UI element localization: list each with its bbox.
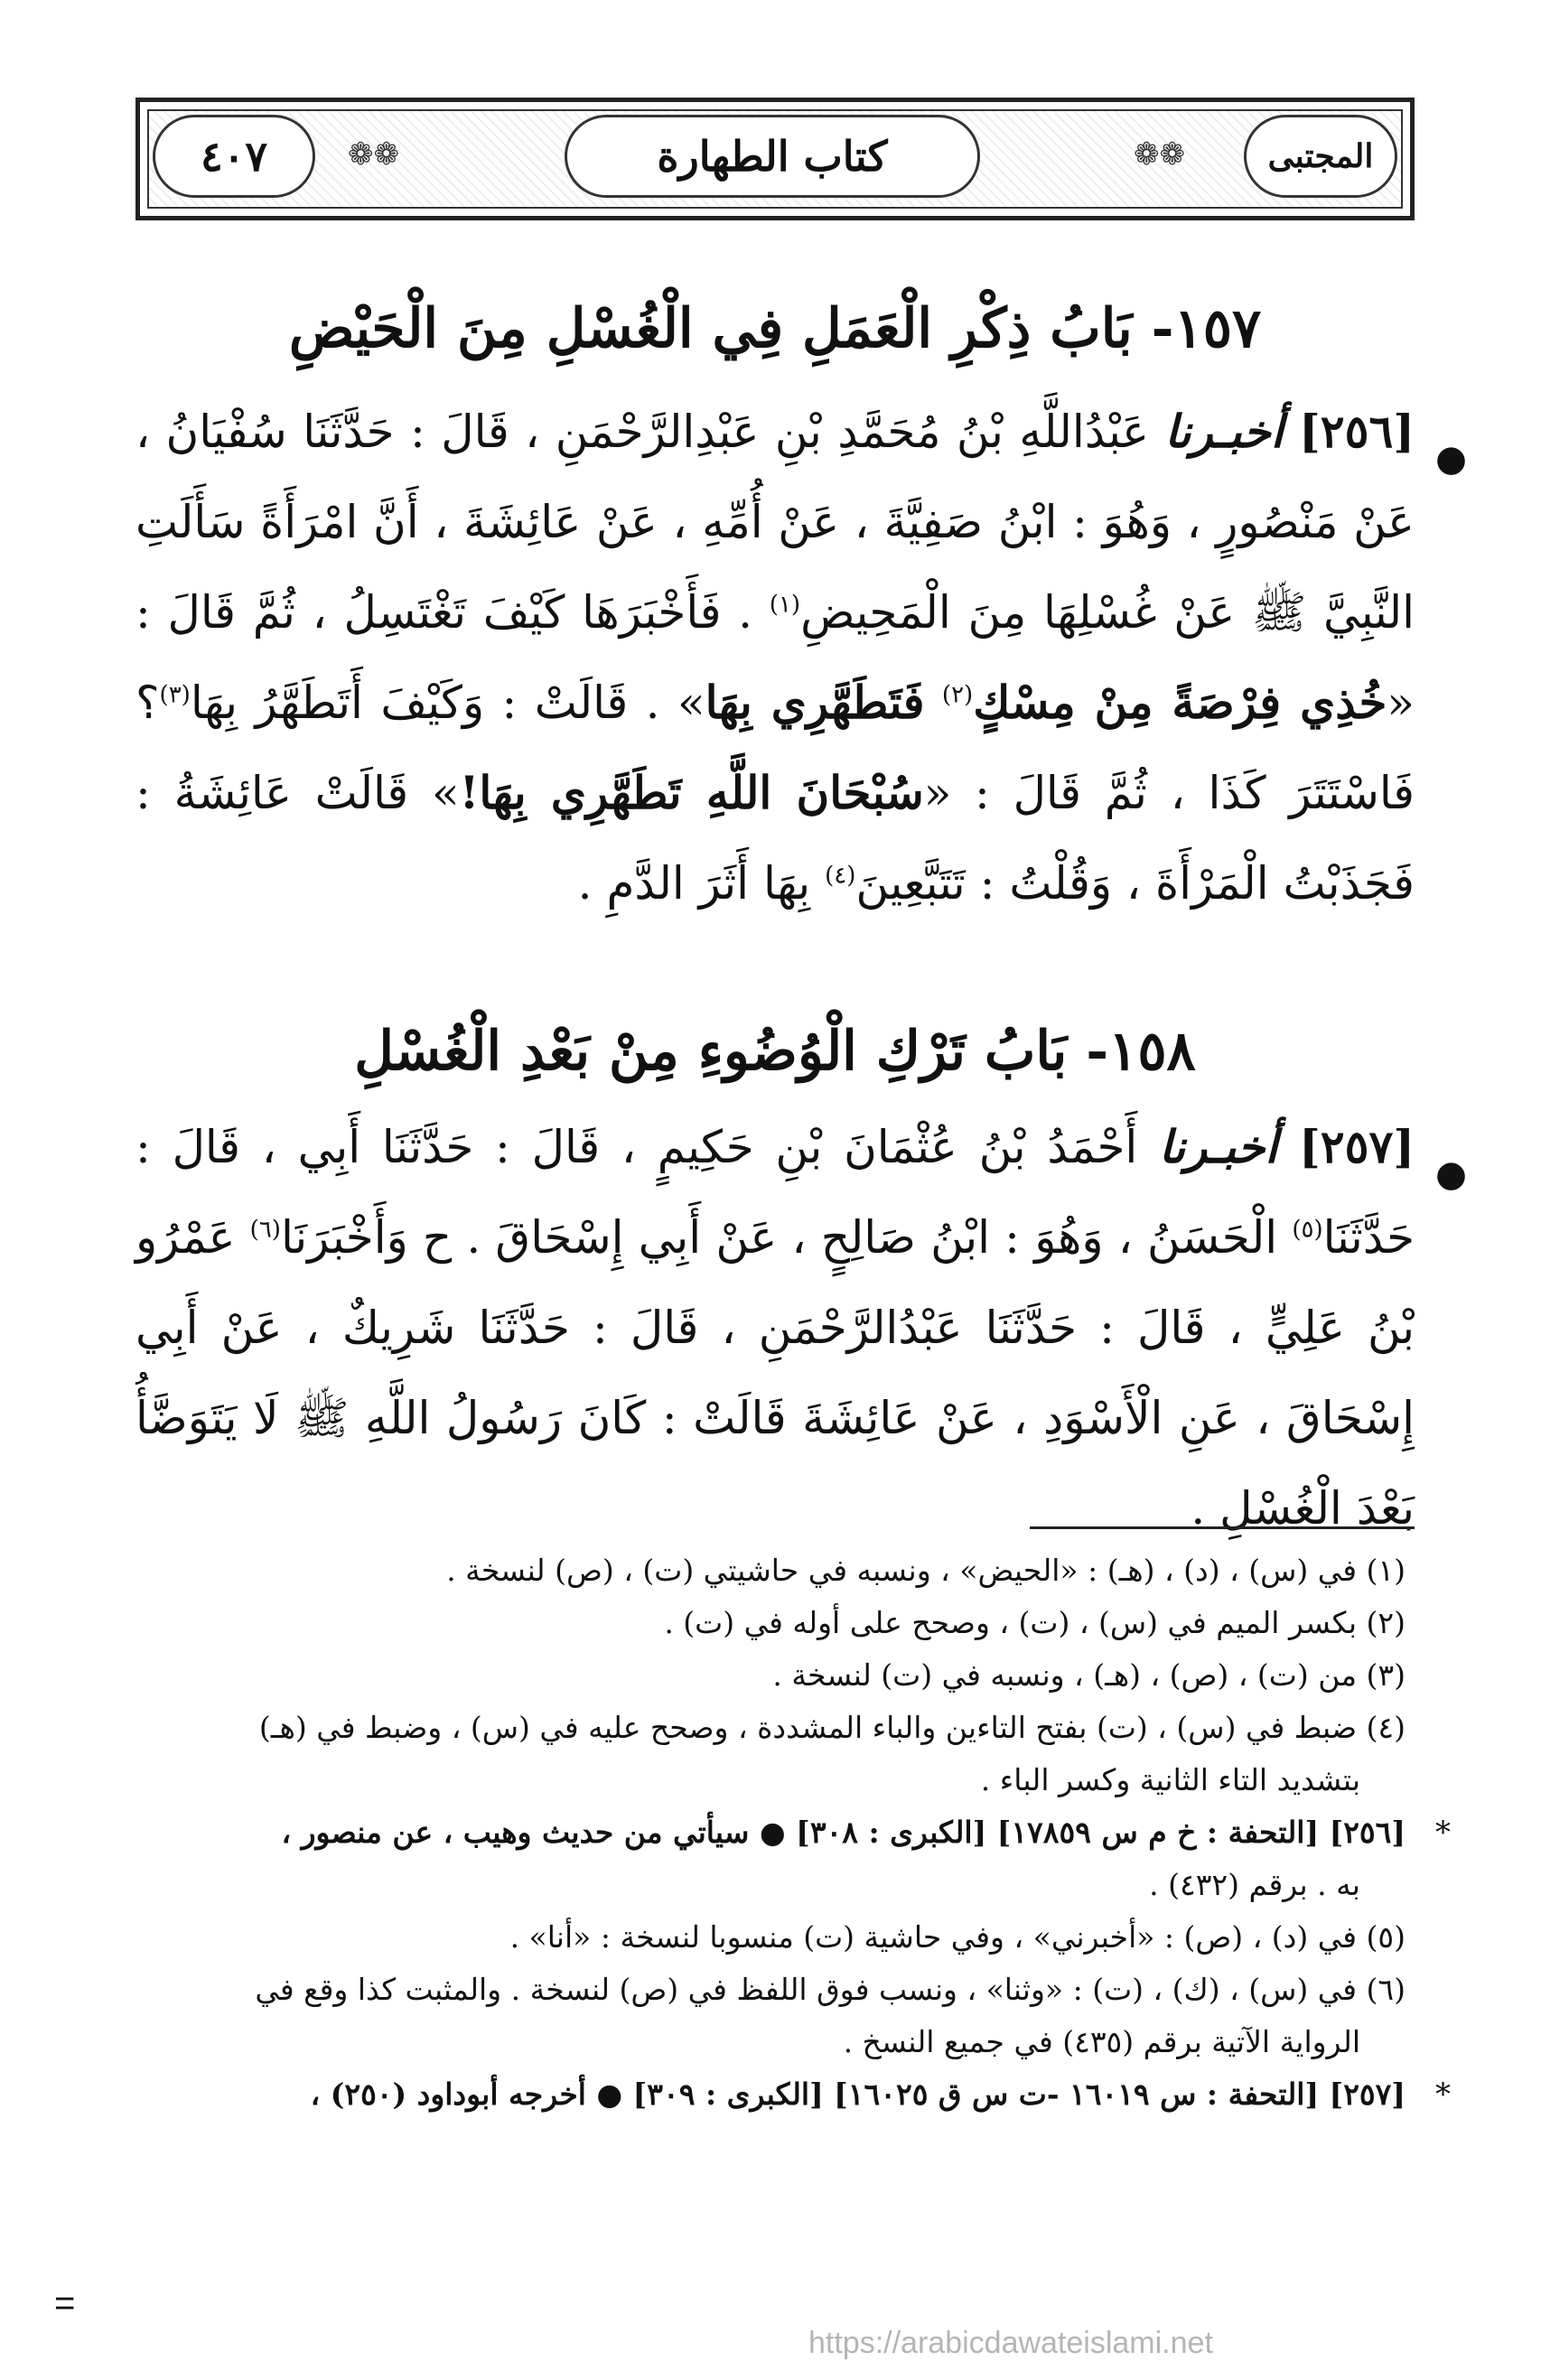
- prophetic-saying: فَتَطَهَّرِي بِهَا: [705, 676, 925, 729]
- bullet-icon: ●: [1435, 438, 1467, 480]
- chapter-heading: ١٥٨- بَابُ تَرْكِ الْوُضُوءِ مِنْ بَعْدِ الْغُسْلِ: [354, 1020, 1196, 1083]
- takhrij-text: [٢٥٧] [التحفة : س ١٦٠١٩ -ت س ق ١٦٠٢٥] [الكبرى : ٣٠٩] ● أخرجه أبوداود (٢٥٠) ،: [310, 2077, 1406, 2112]
- hadith-text: بِهَا أَثَرَ الدَّمِ .: [577, 857, 811, 910]
- takhrij-text: [٢٥٦] [التحفة : خ م س ١٧٨٥٩] [الكبرى : ٣٠٨] ● سيأتي من حديث وهيب ، عن منصور ،: [281, 1815, 1406, 1850]
- footnote-ref[interactable]: (٤): [825, 862, 856, 890]
- takhrij-note: [135, 2068, 1451, 2121]
- takhrij-note: [135, 1806, 1451, 1859]
- hadith-text: ؟ فَاسْتَتَرَ كَذَا ، ثُمَّ قَالَ : «: [135, 677, 1415, 819]
- footnote-ref[interactable]: (٣): [159, 681, 191, 709]
- ornament-icon: ❁❁: [348, 136, 399, 173]
- takhrij-continuation: به . برقم (٤٣٢) .: [1149, 1867, 1360, 1902]
- continuation-mark: =: [54, 2283, 76, 2323]
- footnote-divider: [1030, 1526, 1415, 1529]
- prophetic-saying: خُذِي فِرْصَةً مِنْ مِسْكٍ: [973, 676, 1387, 729]
- hadith-number: [٢٥٦]: [1299, 405, 1415, 458]
- bullet-icon: ●: [1435, 1153, 1467, 1195]
- akhbarana-label: أخبـرنا: [1164, 405, 1284, 458]
- asterisk-icon: *: [1435, 1815, 1451, 1851]
- hadith-text: . فَأَخْبَرَهَا كَيْفَ تَغْتَسِلُ ، ثُمَّ قَالَ : «: [135, 586, 1415, 729]
- page-number: ٤٠٧: [153, 115, 315, 198]
- asterisk-icon: *: [1435, 2077, 1451, 2113]
- hadith-text: الْحَسَنُ ، وَهُوَ : ابْنُ صَالِحٍ ، عَنْ أَبِي إِسْحَاقَ . ح وَأَخْبَرَنَا: [280, 1211, 1278, 1264]
- footnote: (٣) من (ت) ، (ص) ، (هـ) ، ونسبه في (ت) لنسخة .: [772, 1657, 1406, 1693]
- footnote-ref[interactable]: (٢): [941, 681, 974, 709]
- footnote-ref[interactable]: (٥): [1292, 1216, 1323, 1244]
- footnote: (١) في (س) ، (د) ، (هـ) : «الحيض» ، ونسبه في حاشيتي (ت) ، (ص) لنسخة .: [446, 1553, 1406, 1588]
- hadith-text: » . قَالَتْ : وَكَيْفَ أَتَطَهَّرُ بِهَا: [190, 677, 705, 729]
- footnote: (٢) بكسر الميم في (س) ، (ت) ، وصحح على أوله في (ت) .: [664, 1605, 1406, 1640]
- hadith-text: » قَالَتْ عَائِشَةُ : فَجَذَبْتُ الْمَرْأَةَ ، وَقُلْتُ : تَتَبَّعِينَ: [135, 767, 1415, 910]
- prophetic-saying: سُبْحَانَ اللَّهِ تَطَهَّرِي بِهَا!: [459, 766, 924, 819]
- hadith-256: [135, 387, 1467, 929]
- chapter-heading: ١٥٧- بَابُ ذِكْرِ الْعَمَلِ فِي الْغُسْلِ مِنَ الْحَيْضِ: [288, 297, 1262, 360]
- footnote-ref[interactable]: (١): [769, 591, 801, 619]
- footnote: (٥) في (د) ، (ص) : «أخبرني» ، وفي حاشية (ت) منسوبا لنسخة : «أنا» .: [509, 1919, 1406, 1955]
- hadith-number: [٢٥٧]: [1299, 1120, 1415, 1173]
- footnotes-block: [135, 1545, 1451, 2121]
- hadith-text: عَمْرُو بْنُ عَلِيٍّ ، قَالَ : حَدَّثَنَا عَبْدُالرَّحْمَنِ ، قَالَ : حَدَّثَنَا شَرِيكٌ ، عَنْ أَبِي إِسْحَاقَ ، عَنِ الْأَسْوَدِ ، عَنْ عَائِشَةَ قَالَتْ : كَانَ رَسُولُ اللَّهِ ﷺ لَا يَتَوَضَّأُ بَعْدَ الْغُسْلِ .: [135, 1211, 1415, 1535]
- footnote-continuation: بتشديد التاء الثانية وكسر الباء .: [980, 1762, 1360, 1797]
- running-header: [135, 98, 1415, 220]
- book-section-title: كتاب الطهارة: [565, 115, 980, 198]
- footnote-ref[interactable]: (٦): [249, 1216, 281, 1244]
- hadith-257: [135, 1102, 1467, 1554]
- footnote: (٦) في (س) ، (ك) ، (ت) : «وثنا» ، ونسب فوق اللفظ في (ص) لنسخة . والمثبت كذا وقع في: [255, 1972, 1406, 2007]
- hadith-text: أَحْمَدُ بْنُ عُثْمَانَ بْنِ حَكِيمٍ ، قَالَ : حَدَّثَنَا أَبِي ، قَالَ : حَدَّثَنَا: [135, 1121, 1415, 1264]
- akhbarana-label: أخبـرنا: [1159, 1120, 1278, 1173]
- footnote: (٤) ضبط في (س) ، (ت) بفتح التاءين والباء المشددة ، وصحح عليه في (س) ، وضبط في (هـ): [258, 1710, 1406, 1745]
- hadith-text: عَبْدُاللَّهِ بْنُ مُحَمَّدِ بْنِ عَبْدِالرَّحْمَنِ ، قَالَ : حَدَّثَنَا سُفْيَانُ ، عَنْ مَنْصُورٍ ، وَهُوَ : ابْنُ صَفِيَّةَ ، عَنْ أُمِّهِ ، عَنْ عَائِشَةَ ، أَنَّ امْرَأَةً سَأَلَتِ النَّبِيَّ ﷺ عَنْ غُسْلِهَا مِنَ الْمَحِيضِ: [135, 406, 1415, 639]
- ornament-icon: ❁❁: [1134, 136, 1185, 173]
- book-title: المجتبى: [1244, 115, 1397, 198]
- footnote-continuation: الرواية الآتية برقم (٤٣٥) في جميع النسخ .: [843, 2024, 1360, 2059]
- watermark-url[interactable]: https://arabicdawateislami.net: [808, 2326, 1213, 2360]
